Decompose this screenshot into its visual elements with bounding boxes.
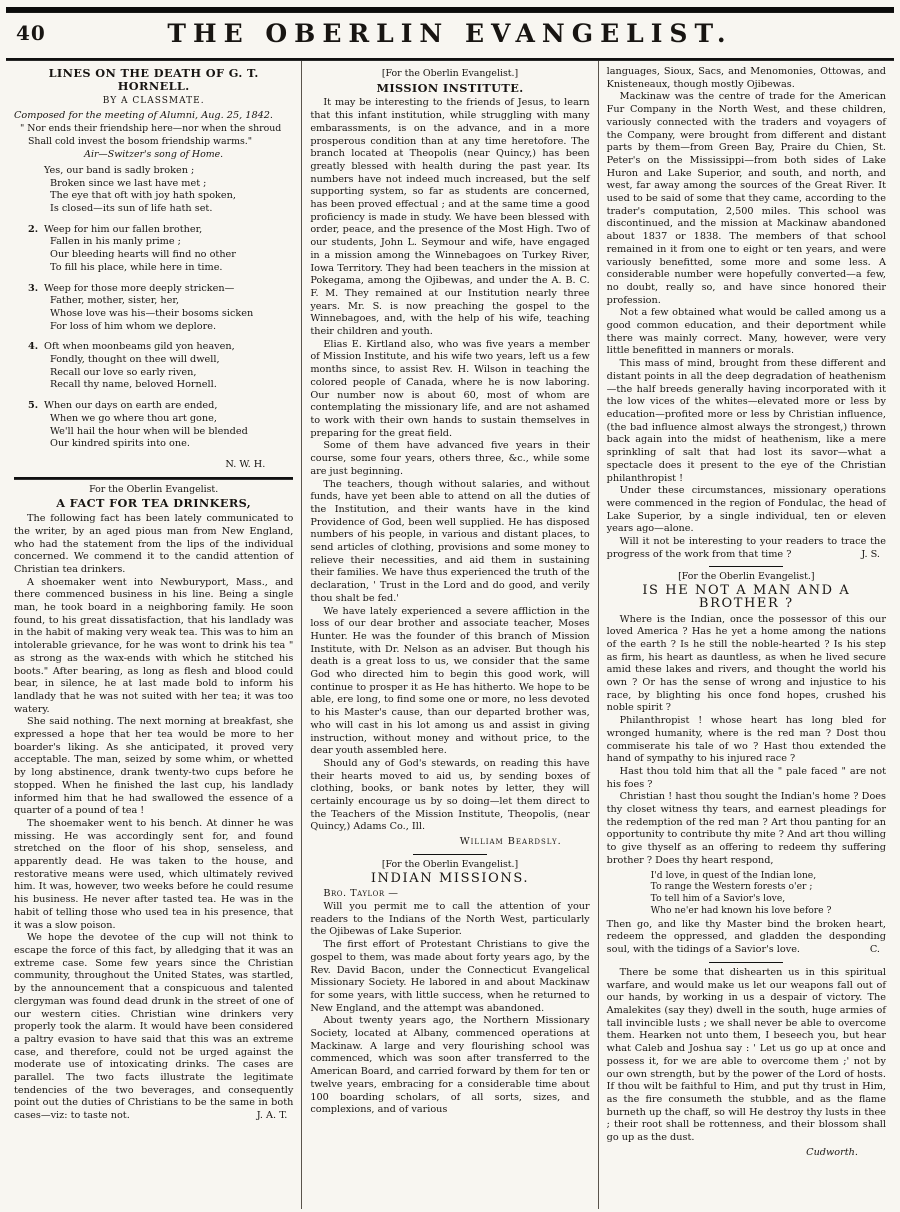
- paragraph-text: Will it not be interesting to your readers to trace the progress of the work from that time ?: [606, 536, 886, 560]
- body-paragraph: Christian ! hast thou sought the Indian's home ? Does thy closet witness thy tears, and earnest pleadings for the redemption of the red man ? Art thou panting for an opportunity to contribute thy mite ? And art thou willing to give thyself as an offering to redeem thy suffering brother ? Does thy heart respond,: [606, 791, 886, 866]
- section-headline: IS HE NOT A MAN AND A BROTHER ?: [642, 583, 851, 611]
- stanza-line: To fill his place, while here in time.: [50, 261, 223, 273]
- verse-line: I'd love, in quest of the Indian lone,: [650, 869, 817, 881]
- section-divider-rule: [14, 477, 293, 480]
- body-paragraph: A shoemaker went into Newburyport, Mass., and there commenced business in his line. Being a single man, he took board in a neighboring family. He soon found, to his great dissatisfaction, that his landlady was in the habit of making very weak tea. This was to him an intolerable grievance, for he was wont to drink his tea " as strong as the wax-ends with which he stitched his boots." After bearing, as long as flesh and blood could bear, in silence, he at last made bold to inform his landlady that he was not suited with her tea; it was too watery.: [14, 576, 294, 715]
- stanza-line: We'll hail the hour when will be blended: [50, 425, 248, 437]
- poem-stanza: [28, 223, 293, 275]
- body-paragraph-continuation: languages, Sioux, Sacs, and Menomonies, Ottowas, and Knisteneaux, though mostly Ojibewas.: [606, 66, 886, 90]
- column-2: [301, 61, 597, 1209]
- section-divider-rule: [709, 962, 783, 963]
- body-paragraph: Where is the Indian, once the possessor of this our loved America ? Has he yet a home among the nations of the earth ? Is he still the noble-hearted ? Is his step as firm, his heart as dauntless, as when he lived secure amid these lakes and rivers, and thought the world his own ? Or has the sense of wrong and injustice to his race, by blighting his once fond hopes, crushed his noble spirit ?: [606, 613, 886, 714]
- stanza-line: For loss of him whom we deplore.: [50, 320, 217, 332]
- paragraph-text: Then go, and like thy Master bind the broken heart, redeem the oppressed, and gladden the desponding soul, with the tidings of a Savior's love.: [606, 918, 886, 956]
- paragraph-text: We hope the devotee of the cup will not think to escape the force of this fact, by alledging that it was an extreme case. Some few years since the Christian community, throughout the United States, was startled, by the announcement that a conspicuous and talented clergyman was found dead drunk in the street of one of our western cities. Christian wine drinkers very properly took the alarm. It would have been considered a paltry evasion to have said that this was an extreme case, and therefore, could not be urged against the moderate use of intoxicating drinks. The cases are parallel. The two facts illustrate the legitimate tendencies of the two beverages, and consequently point out the duties of Christians to be the same in both cases—viz: to taste not.: [14, 932, 294, 1122]
- body-paragraph: Mackinaw was the centre of trade for the American Fur Company in the North West, and these children, variously connected with the traders and voyagers of the Company, were brought from different and distant parts by them—from Green Bay, Praire du Chien, St. Peter's on the Mississippi—from both sides of Lake Huron and Lake Superior, and south, and north, and west, far away among the sources of the Great River. It used to be said of some that they came, according to the trader's computation, 2,500 miles. This school was discontinued, and the mission at Mackinaw abandoned about 1837 or 1838. The members of that school remained in it from one to eight or ten years, and were variously benefitted, some more and some less. A considerable number were hopefully converted—a few, no doubt, really so, and have since honored their profession.: [606, 91, 886, 306]
- stanza-line: Whose love was his—their bosoms sicken: [50, 307, 254, 319]
- byline: BY A CLASSMATE.: [102, 96, 205, 107]
- body-paragraph: She said nothing. The next morning at breakfast, she expressed a hope that her tea would be more to her boarder's liking. As she anticipated, it proved very acceptable. The man, seized by some whim, or whetted by long abstinence, drank twenty-two cups before he stopped. When he finished the last cup, his landlady informed him that he had swallowed the essence of a quarter of a pound of tea !: [14, 716, 294, 817]
- section-headline: INDIAN MISSIONS.: [370, 870, 530, 886]
- stanza-line: Oft when moonbeams gild yon heaven,: [44, 341, 235, 353]
- signature: N. W. H.: [225, 458, 266, 470]
- inline-signature: J. S.: [861, 548, 880, 560]
- stanza-line: The eye that oft with joy hath spoken,: [50, 190, 236, 202]
- poem-stanza: [44, 165, 293, 216]
- body-paragraph: Philanthropist ! whose heart has long bled for wronged humanity, where is the red man ? Dost thou commiserate his tale of wo ? Hast thou extended the hand of sympathy to his injured race ?: [606, 715, 886, 765]
- columns-container: [6, 61, 894, 1209]
- epigraph: [20, 123, 293, 148]
- poem-stanza: [28, 341, 293, 392]
- section-divider-rule: [413, 854, 487, 855]
- stanza-line: Fallen in his manly prime ;: [50, 236, 181, 248]
- stanza-line: Broken since we last have met ;: [50, 177, 207, 189]
- inline-signature: J. A. T.: [256, 1110, 288, 1122]
- stanza-line: Is closed—its sun of life hath set.: [50, 203, 213, 215]
- stanza-line: Our bleeding hearts will find no other: [50, 249, 236, 261]
- section-headline: A FACT FOR TEA DRINKERS,: [56, 496, 252, 511]
- masthead-title: THE OBERLIN EVANGELIST.: [167, 19, 733, 48]
- body-paragraph: Under these circumstances, missionary operations were commenced in the region of Fondulac, the head of Lake Superior, by a single individual, ten or eleven years ago—alone.: [606, 485, 886, 535]
- body-paragraph: Not a few obtained what would be called among us a good common education, and their deportment while there was mainly correct. Many, however, were very little benefitted in manners or morals.: [606, 307, 886, 357]
- section-headline: LINES ON THE DEATH OF G. T. HORNELL.: [48, 66, 259, 93]
- salutation: Bro. Taylor —: [323, 888, 399, 900]
- column-1: [6, 61, 301, 1209]
- epigraph-line: " Nor ends their friendship here—nor when the shroud: [20, 122, 282, 134]
- body-paragraph: It may be interesting to the friends of Jesus, to learn that this infant institution, while struggling with many embarassments, is on the advance, and in a more prosperous condition than at any time heretofore. The branch located at Theopolis (near Quincy,) has been greatly blessed with health during the past year. Its numbers have not indeed much increased, but the self supporting system, so far as students are concerned, has been proved effectual ; and at the same time a good proficiency is made in study. We have been blessed with order, peace, and the presence of the Most High. Two of our students, John L. Seymour and wife, have engaged in a mission among the Winnebagoes on Turkey River, Iowa Territory. They had been teachers in the mission at Pokegama, among the Ojibewas, and under the A. B. C. F. M. They remained at our Institution nearly three years. Mr. S. is now preaching the gospel to the Winnebagoes, and, with the help of his wife, teaching their children and youth.: [310, 97, 590, 338]
- quoted-verse: [651, 870, 886, 917]
- stanza-line: Recall our love so early riven,: [50, 366, 197, 378]
- stanza-line: Weep for him our fallen brother,: [44, 223, 203, 235]
- stanza-line: When our days on earth are ended,: [44, 400, 218, 412]
- stanza-number: 4.: [28, 341, 39, 353]
- stanza-line: When we go where thou art gone,: [50, 412, 217, 424]
- signature: William Beardsly.: [459, 836, 562, 848]
- poem-stanza: [28, 282, 293, 334]
- tune-line: Air—Switzer's song of Home.: [84, 149, 224, 161]
- body-paragraph: Will you permit me to call the attention of your readers to the Indians of the North West, particularly the Ojibewas of Lake Superior.: [310, 901, 590, 938]
- poem-stanza: [28, 400, 293, 451]
- body-paragraph: [607, 919, 886, 957]
- stanza-line: Our kindred spirits into one.: [50, 438, 190, 450]
- stanza-line: Father, mother, sister, her,: [50, 295, 180, 307]
- body-paragraph: The following fact has been lately communicated to the writer, by an aged pious man from New England, who had the statement from the lips of the individual concerned. We commend it to the candid attention of Christian tea drinkers.: [14, 513, 294, 575]
- body-paragraph: This mass of mind, brought from these different and distant points in all the deep degradation of heathenism—the half breeds generally having incorporated with it the low vices of the whites—elevated more or less by education—profited more or less by Christian influence, (the bad influence almost always the strongest,) thrown back again into the midst of heathenism, like a mere sprinkling of salt that had lost its savor—what a spectacle does it present to the eye of the Christian philanthropist !: [606, 358, 886, 484]
- body-paragraph: About twenty years ago, the Northern Missionary Society, located at Albany, commenced operations at Mackinaw. A large and very flourishing school was commenced, which was soon after transferred to the American Board, and carried forward by them for ten or twelve years, embracing for a considerable time about 100 boarding scholars, of all sorts, sizes, and complexions, and of various: [310, 1015, 590, 1116]
- verse-line: To tell him of a Savior's love,: [650, 893, 786, 905]
- body-paragraph: The shoemaker went to his bench. At dinner he was missing. He was accordingly sent for, and found stretched on the floor of his shop, senseless, and apparently dead. He was taken to the house, and restorative means were used, which ultimately revived him. It was, however, two weeks before he could resume his business. He never after tasted tea. He was in the habit of telling those who used tea in his presence, that it was a slow poison.: [14, 817, 294, 931]
- column-3: [598, 61, 894, 1209]
- verse-line: To range the Western forests o'er ;: [650, 881, 813, 893]
- masthead-row: [0, 13, 900, 57]
- body-paragraph: [14, 932, 293, 1123]
- newspaper-page: [0, 7, 900, 1212]
- attribution-line: [For the Oberlin Evangelist.]: [381, 858, 519, 870]
- stanza-line: Weep for those more deeply stricken—: [44, 282, 235, 294]
- verse-line: Who ne'er had known his love before ?: [650, 904, 832, 916]
- body-paragraph: The teachers, though without salaries, and without funds, have yet been able to attend on all the duties of the Institution, and their wants have in the kind Providence of God, been well supplied. He has disposed numbers of his people, in various and distant places, to send articles of clothing, provisions and some money to relieve their necessities, and aid them in sustaining their families. We have thus experienced the truth of the declaration, ' Trust in the Lord and do good, and verily thou shalt be fed.': [310, 478, 590, 604]
- body-paragraph: Should any of God's stewards, on reading this have their hearts moved to aid us, by sending boxes of clothing, books, or bank notes by letter, they will certainly encourage us by so doing—let them direct to the Teachers of the Mission Institute, Theopolis, (near Quincy,) Adams Co., Ill.: [310, 757, 590, 833]
- stanza-line: Recall thy name, beloved Hornell.: [50, 379, 217, 391]
- dateline: Composed for the meeting of Alumni, Aug. 25, 1842.: [14, 110, 274, 122]
- body-paragraph: Hast thou told him that all the " pale faced " are not his foes ?: [606, 765, 886, 790]
- body-paragraph: We have lately experienced a severe affliction in the loss of our dear brother and associate teacher, Moses Hunter. He was the founder of this branch of Mission Institute, with Dr. Nelson as an adviser. But though his death is a great loss to us, we consider that the same God who directed him to begin this good work, will continue to prosper it as He has hitherto. We hope to be able, ere long, to find some one or more, no less devoted to his Master's cause, than our departed brother was, who will cast in his lot among us and assist in giving instruction, without money and without price, to the dear youth assembled here.: [310, 605, 590, 757]
- body-paragraph: The first effort of Protestant Christians to give the gospel to them, was made about forty years ago, by the Rev. David Bacon, under the Connecticut Evangelical Missionary Society. He labored in and about Mackinaw for some years, with little success, when he returned to New England, and the attempt was abandoned.: [310, 939, 590, 1014]
- stanza-line: Yes, our band is sadly broken ;: [44, 164, 195, 176]
- inline-signature: C.: [869, 944, 880, 956]
- stanza-number: 5.: [28, 400, 39, 412]
- attribution-line: [For the Oberlin Evangelist.]: [381, 68, 519, 79]
- body-paragraph: There be some that dishearten us in this spiritual warfare, and would make us let our weapons fall out of our hands, by working in us a despair of victory. The Amalekites (say they) dwell in the south, huge armies of tall invincible lusts ; we shall never be able to overcome them. Hearken not unto them, I beseech you, but hear what Caleb and Joshua say : ' Let us go up at once and possess it, for we are able to overcome them ;' not by our own strength, but by the power of the Lord of hosts. If thou wilt be faithful to Him, and put thy trust in Him, as the fire consumeth the stubble, and as the flame burneth up the chaff, so will He destroy thy lusts in thee ; their root shall be rottenness, and their blossom shall go up as the dust.: [606, 966, 886, 1144]
- attribution-line: For the Oberlin Evangelist.: [89, 483, 219, 495]
- epigraph-line: Shall cold invest the bosom friendship warms.": [28, 135, 253, 147]
- body-paragraph: [607, 536, 886, 561]
- attribution-line: [For the Oberlin Evangelist.]: [678, 571, 815, 583]
- body-paragraph: Some of them have advanced five years in their course, some four years, others three, &c., while some are just beginning.: [310, 440, 590, 477]
- signature: Cudworth.: [806, 1146, 858, 1158]
- stanza-number: 2.: [28, 223, 39, 235]
- page-number: 40: [16, 21, 46, 45]
- stanza-line: Fondly, thought on thee will dwell,: [50, 354, 220, 366]
- body-paragraph: Elias E. Kirtland also, who was five years a member of Mission Institute, and his wife two years, left us a few months since, to assist Rev. H. Wilson in teaching the colored people of Canada, where he is now laboring. Our number now is about 60, most of whom are contemplating the missionary life, and are not ashamed to work with their own hands to sustain themselves in preparing for the great field.: [310, 338, 590, 439]
- section-divider-rule: [709, 566, 783, 567]
- stanza-number: 3.: [28, 282, 39, 294]
- section-headline: MISSION INSTITUTE.: [376, 80, 524, 95]
